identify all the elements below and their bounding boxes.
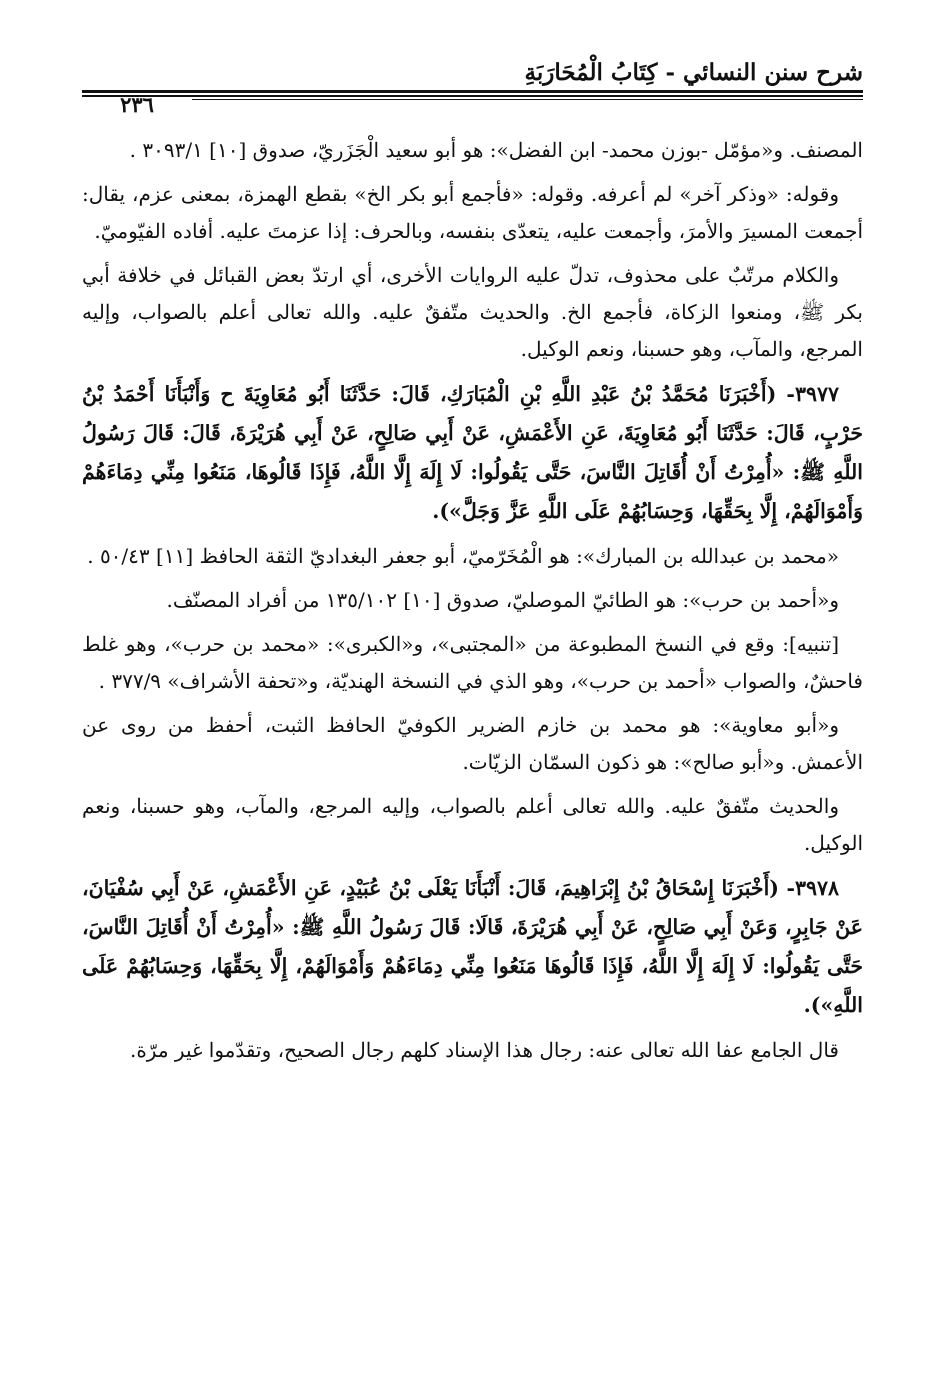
commentary-paragraph: وقوله: «وذكر آخر» لم أعرفه. وقوله: «فأجمع أبو بكر الخ» بقطع الهمزة، بمعنى عزم، يقال: أجمعت المسيرَ والأمرَ، وأجمعت عليه، يتعدّى بنفسه، وبالحرف: إذا عزمتَ عليه. أفاده الفيّوميّ.: [82, 182, 863, 243]
hadith-text: ٣٩٧٨- (أَخْبَرَنَا إِسْحَاقُ بْنُ إِبْرَاهِيمَ، قَالَ: أَنْبَأَنَا يَعْلَى بْنُ عُبَيْدٍ، عَنِ الأَعْمَشِ، عَنْ أَبِي سُفْيَانَ، عَنْ جَابِرٍ، وَعَنْ أَبِي صَالِحٍ، عَنْ أَبِي هُرَيْرَةَ، قَالَا: قَالَ رَسُولُ اللَّهِ ﷺ: «أُمِرْتُ أَنْ أُقَاتِلَ النَّاسَ، حَتَّى يَقُولُوا: لَا إِلَهَ إِلَّا اللَّهُ، فَإِذَا قَالُوهَا مَنَعُوا مِنِّي دِمَاءَهُمْ وَأَمْوَالَهُمْ، إِلَّا بِحَقِّهَا، وَحِسَابُهُمْ عَلَى اللَّهِ»).: [82, 876, 863, 1017]
header-rule: [82, 95, 863, 97]
commentary-paragraph: «محمد بن عبدالله بن المبارك»: هو الْمُخَرّميّ، أبو جعفر البغداديّ الثقة الحافظ [١١] ٥٠/٤٣ .: [87, 544, 839, 568]
commentary-paragraph: و«أبو معاوية»: هو محمد بن خازم الضرير الكوفيّ الحافظ الثبت، أحفظ من روى عن الأعمش. و«أبو صالح»: هو ذكون السمّان الزيّات.: [82, 713, 863, 774]
page-header: [82, 58, 863, 132]
hadith-text: ٣٩٧٧- (أَخْبَرَنَا مُحَمَّدُ بْنُ عَبْدِ اللَّهِ بْنِ الْمُبَارَكِ، قَالَ: حَدَّثَنَا أَبُو مُعَاوِيَةَ ح وَأَنْبَأَنَا أَحْمَدُ بْنُ حَرْبٍ، قَالَ: حَدَّثَنَا أَبُو مُعَاوِيَةَ، عَنِ الأَعْمَشِ، عَنْ أَبِي صَالِحٍ، عَنْ أَبِي هُرَيْرَةَ، قَالَ: قَالَ رَسُولُ اللَّهِ ﷺ: «أُمِرْتُ أَنْ أُقَاتِلَ النَّاسَ، حَتَّى يَقُولُوا: لَا إِلَهَ إِلَّا اللَّهُ، فَإِذَا قَالُوهَا، مَنَعُوا مِنِّي دِمَاءَهُمْ وَأَمْوَالَهُمْ، إِلَّا بِحَقِّهَا، وَحِسَابُهُمْ عَلَى اللَّهِ عَزَّ وَجَلَّ»).: [82, 382, 863, 523]
commentary-paragraph: والحديث متّفقٌ عليه. والله تعالى أعلم بالصواب، وإليه المرجع، والمآب، وهو حسبنا، ونعم الوكيل.: [82, 794, 863, 855]
commentary-paragraph: المصنف. و«مؤمّل -بوزن محمد- ابن الفضل»: هو أبو سعيد الْجَزَريّ، صدوق [١٠] ٣٠٩٣/١ .: [129, 138, 863, 162]
running-title: شرح سنن النسائي - كِتَابُ الْمُحَارَبَةِ: [524, 59, 863, 86]
header-rule: [192, 99, 863, 100]
page-body: [82, 132, 863, 1069]
page-number: ٢٣٦: [120, 92, 154, 117]
commentary-paragraph: [تنبيه]: وقع في النسخ المطبوعة من «المجتبى»، و«الكبرى»: «محمد بن حرب»، وهو غلط فاحشٌ، والصواب «أحمد بن حرب»، وهو الذي في النسخة الهنديّة، و«تحفة الأشراف» ٣٧٧/٩ .: [82, 632, 863, 693]
commentary-paragraph: والكلام مرتّبٌ على محذوف، تدلّ عليه الروايات الأخرى، أي ارتدّ بعض القبائل في خلافة أبي بكر ﷺ، ومنعوا الزكاة، فأجمع الخ. والحديث متّفقٌ عليه. والله تعالى أعلم بالصواب، وإليه المرجع، والمآب، وهو حسبنا، ونعم الوكيل.: [82, 263, 863, 361]
header-rule: [82, 90, 863, 93]
commentary-paragraph: و«أحمد بن حرب»: هو الطائيّ الموصليّ، صدوق [١٠] ١٣٥/١٠٢ من أفراد المصنّف.: [166, 588, 839, 612]
commentary-paragraph: قال الجامع عفا الله تعالى عنه: رجال هذا الإسناد كلهم رجال الصحيح، وتقدّموا غير مرّة.: [129, 1038, 839, 1062]
